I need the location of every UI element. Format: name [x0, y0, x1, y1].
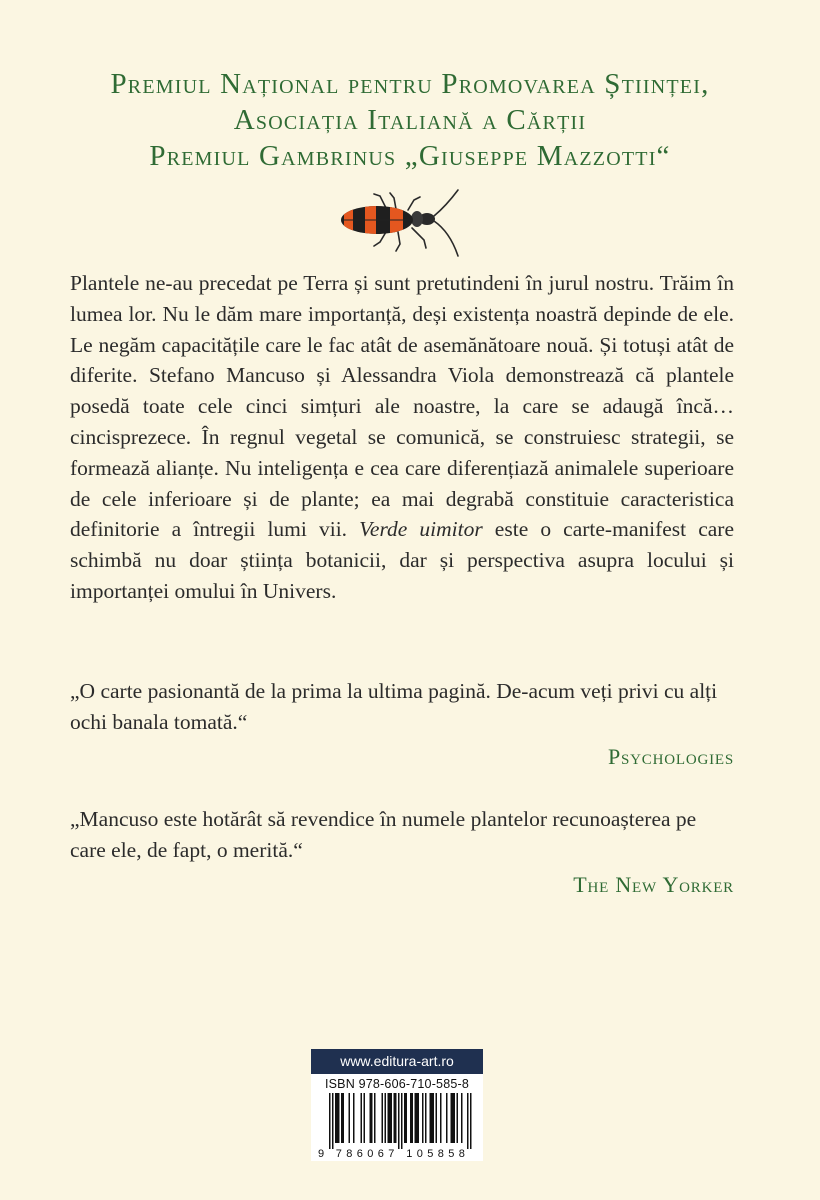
award-line-2: Asociația Italiană a Cărții [233, 104, 587, 136]
barcode-digit: 7 [335, 1148, 342, 1159]
barcode-bar [406, 1093, 408, 1143]
publisher-website[interactable]: www.editura-art.ro [311, 1049, 483, 1074]
barcode-bar [410, 1093, 412, 1143]
barcode-bar [436, 1093, 438, 1143]
review-quote-1 [70, 676, 734, 772]
barcode-bar [431, 1093, 433, 1143]
barcode-bar [451, 1093, 453, 1143]
barcode-bar [343, 1093, 345, 1143]
isbn-number: ISBN 978-606-710-585-8 [324, 1077, 470, 1091]
barcode-bar [422, 1093, 424, 1143]
barcode-bar [446, 1093, 448, 1143]
barcode-bar [335, 1093, 337, 1143]
barcode-bar [337, 1093, 339, 1143]
barcode-bar [391, 1093, 393, 1143]
barcode [317, 1093, 477, 1159]
barcode-bar [389, 1093, 391, 1143]
barcode-digit: 8 [458, 1148, 465, 1159]
book-title: Verde uimitor [359, 517, 483, 542]
barcode-bar [430, 1093, 432, 1143]
barcode-bar [415, 1093, 417, 1143]
award-line-3: Premiul Gambrinus „Giuseppe Mazzotti“ [149, 140, 671, 172]
barcode-bar [418, 1093, 420, 1143]
barcode-bar [395, 1093, 397, 1143]
barcode-bar [388, 1093, 390, 1143]
barcode-digit: 6 [356, 1148, 363, 1159]
barcode-bar [353, 1093, 355, 1143]
quote-source: Psychologies [607, 743, 734, 769]
barcode-bar [467, 1093, 469, 1149]
barcode-bar [461, 1093, 463, 1143]
barcode-digit: 8 [437, 1148, 444, 1159]
description-part-1: Plantele ne-au precedat pe Terra și sunt pretutindeni în jurul nostru. Trăim în lumea lor. Nu le dăm mare importanță, deși existența noastră depinde de ele. Le negăm capacitățile care le fac atât de asemănătoare nouă. Și totuși atât de diferite. Stefano Mancuso și Alessandra Viola demonstrează că plantele posedă toate cele cinci simțuri ale noastre, la care se adaugă încă… cincisprezece. În regnul vegetal se comunică, se construiesc strategii, se formează alianțe. Nu inteligența e cea care diferențiază animalele superioare de cele inferioare și de plante; ea mai degrabă constituie caracteristica definitorie a întregii lumi vii. [70, 271, 734, 542]
barcode-digit: 5 [427, 1148, 434, 1159]
barcode-bar [454, 1093, 456, 1143]
barcode-digit: 8 [346, 1148, 353, 1159]
description-part-2: este o carte-manifest care schimbă nu doar știința botanicii, dar și perspectiva asupra locului și importanței omului în Univers. [70, 517, 735, 603]
isbn-block [311, 1049, 483, 1161]
barcode-bar [361, 1093, 363, 1143]
barcode-digit: 5 [448, 1148, 455, 1159]
barcode-bar [329, 1093, 331, 1149]
barcode-digit: 6 [377, 1148, 384, 1159]
barcode-bar [398, 1093, 400, 1149]
description-paragraph [70, 268, 734, 607]
barcode-bar [338, 1093, 340, 1143]
barcode-bar [385, 1093, 387, 1143]
beetle-icon [334, 188, 464, 260]
barcode-bar [370, 1093, 372, 1143]
barcode-bar [452, 1093, 454, 1143]
barcode-bar [416, 1093, 418, 1143]
quote-text: „O carte pasionantă de la prima la ultima pagină. De-acum veți privi cu alți ochi banala tomată.“ [70, 679, 718, 734]
barcode-bar [371, 1093, 373, 1143]
barcode-digit: 7 [388, 1148, 395, 1159]
review-quote-2 [70, 804, 734, 900]
barcode-bar [364, 1093, 366, 1143]
barcode-bar [412, 1093, 414, 1143]
awards-block [0, 66, 820, 174]
barcode-digit: 0 [416, 1148, 423, 1159]
barcode-bar [332, 1093, 334, 1149]
barcode-bar [401, 1093, 403, 1149]
barcode-bar [394, 1093, 396, 1143]
quote-text: „Mancuso este hotărât să revendice în numele plantelor recunoașterea pe care ele, de fapt, o merită.“ [70, 807, 697, 862]
barcode-digit: 9 [317, 1148, 325, 1159]
barcode-bar [425, 1093, 427, 1143]
award-line-1: Premiul Național pentru Promovarea Științei, [110, 68, 710, 100]
barcode-bar [374, 1093, 376, 1143]
barcode-bar [404, 1093, 406, 1143]
barcode-bar [457, 1093, 459, 1143]
barcode-digit: 0 [367, 1148, 374, 1159]
barcode-bar [470, 1093, 472, 1149]
barcode-digit: 1 [406, 1148, 413, 1159]
barcode-bar [440, 1093, 442, 1143]
barcode-bar [433, 1093, 435, 1143]
barcode-bar [341, 1093, 343, 1143]
barcode-bar [349, 1093, 351, 1143]
quote-source: The New Yorker [573, 871, 734, 897]
barcode-bar [382, 1093, 384, 1143]
